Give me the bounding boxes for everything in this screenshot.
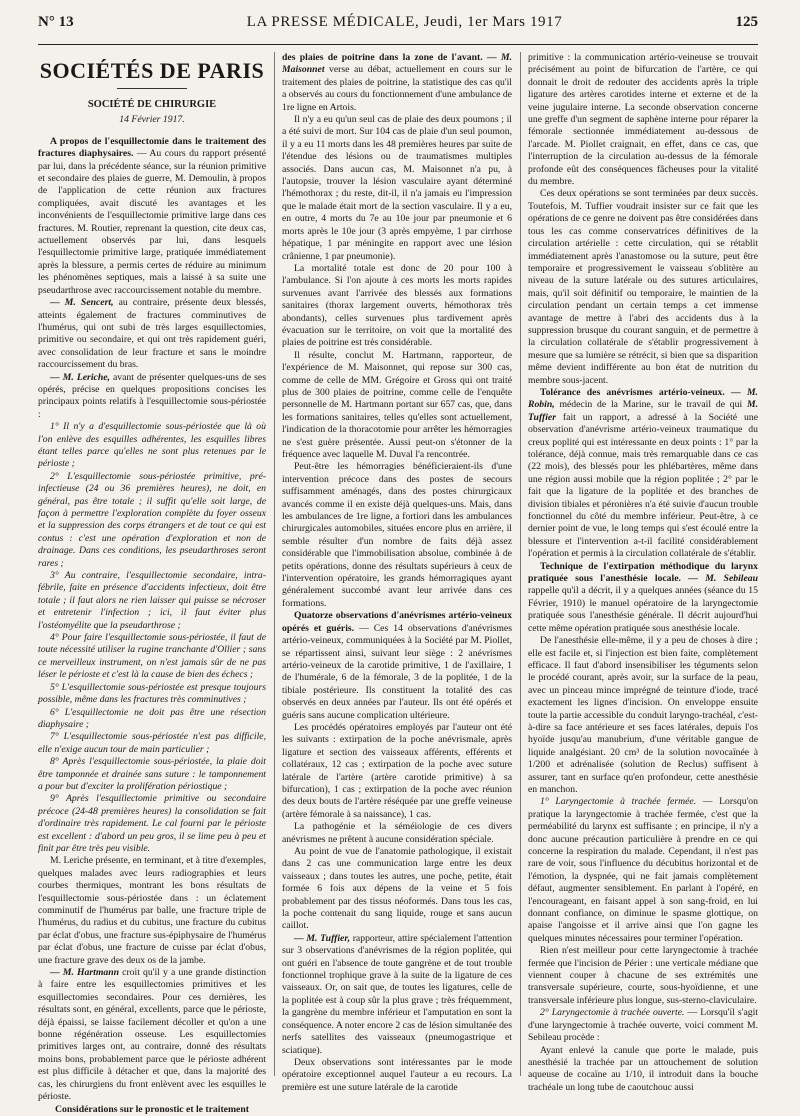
list-item: 6° L'esquillectomie ne doit pas être une résection diaphysaire ; <box>38 706 266 730</box>
list-item: 8° Après l'esquillectomie sous-périostée, la plaie doit être tamponnée et drainée sans suture : le tamponnement a pour but d'exciter la prolifération périostique ; <box>38 756 266 792</box>
list-item: 4° Pour faire l'esquillectomie sous-périostée, il faut de toute nécessité utiliser la rugine tranchante d'Ollier ; sans ce merveilleux instrument, on n'est jamais sûr de ne pas léser le périoste et c'est là la cause de bien des échecs ; <box>38 632 266 681</box>
paragraph: Ces deux opérations se sont terminées par deux succès. Toutefois, M. Tuffier voudrait insister sur ce fait que les opérations de ce genre ne doivent pas être considérées dans tous les cas comme conservatrices définitives de la circulation artérielle : cette circulation, qui se rétablit immédiatement après l'anastomose ou la suture, peut être temporaire et progressivement le vaisseau s'oblitère au niveau de la suture latérale ou des sutures articulaires, mais, qu'il soit définitif ou temporaire, le maintien de la circulation pendant un certain temps a cet immense avantage de mettre à l'abri des accidents dus à la suppression brusque du courant sanguin, et de permettre à la circulation collatérale de s'établir progressivement à mesure que sa lumière se rétrécit, si bien que sa disparition même devient indifférente au bon état de nutrition du membre sous-jacent. <box>528 188 758 386</box>
paragraph: Les procédés opératoires employés par l'auteur ont été les suivants : extirpation de la poche anévrismale, après ligature et section des vaisseaux afférents, efférents et collatéraux, 12 cas ; extirpation de la poche avec suture latérale de l'artère (artère carotide primitive) à sa bifurcation), 1 cas ; extirpation de la poche avec réunion des deux bouts de l'artère réséquée par une greffe veineuse (artère fémorale à sa naissance), 1 cas. <box>282 721 512 820</box>
paragraph: primitive : la communication artério-veineuse se trouvait précisément au point de bifurcation de l'artère, ce qui donnait le droit de redouter des accidents après la triple ligature des artères carotides interne et externe et de la veine jugulaire interne. La seconde observation concerne une greffe d'un segment de saphène interne pour réparer la fémorale sectionnée immédiatement au-dessous de l'arcade. M. Piollet craignait, en effet, dans ce cas, que l'interruption de la circulation au-dessus de la fémorale profonde eût des conséquences fâcheuses pour la vitalité du membre. <box>528 52 758 188</box>
paragraph: 1° Laryngectomie à trachée fermée. — Lorsqu'on pratique la laryngectomie à trachée fermée, c'est que la perméabilité du larynx est suffisante ; en principe, il n'y a donc aucune précaution particulière à prendre en ce qui concerne la respiration du malade. Cependant, il n'est pas rare de voir, sous l'influence du décubitus horizontal et de l'émotion, la dyspnée, qui ne fait jamais complètement défaut, augmenter sensiblement. En parlant à l'opéré, en l'encourageant, en faisant appel à son sang-froid, en lui donnant confiance, on diminue le spasme glottique, on apaise l'angoisse et il arrive ainsi que l'on gagne les quelques minutes nécessaires pour terminer l'opération. <box>528 796 758 944</box>
paragraph: — M. Leriche, avant de présenter quelques-uns de ses opérés, précise en quelques propositions concises les principaux points relatifs à l'esquillectomie sous-périostée : <box>38 371 267 420</box>
article-heading: Considérations sur le pronostic et le traitement <box>55 1103 249 1115</box>
session-date: 14 Février 1917. <box>119 114 185 126</box>
list-item: 3° Au contraire, l'esquillectomie secondaire, intra-fébrile, faite en présence d'accidents infectieux, doit être totale ; il faut alors ne rien laisser qui puisse se nécroser et entretenir l'infection ; ici, il faut éviter plus l'ostéomyélite que la pseudarthrose ; <box>38 570 266 631</box>
journal-title: LA PRESSE MÉDICALE, Jeudi, 1er Mars 1917 <box>246 14 563 30</box>
header-rule <box>38 44 758 45</box>
paragraph: 2° Laryngectomie à trachée ouverte. — Lorsqu'il s'agit d'une laryngectomie à trachée ouverte, voici comment M. Sebileau procède : <box>528 1007 758 1044</box>
paragraph: des plaies de poitrine dans la zone de l'avant. — M. Maisonnet verse au débat, actuellement en cours sur le traitement des plaies de poitrine, la statistique des cas qu'il a observés au cours du fonctionnement d'une ambulance de 1re ligne en Artois. <box>282 52 512 113</box>
paragraph: Quatorze observations d'anévrismes artério-veineux opérés et guéris. — Ces 14 observations d'anévrismes artério-veineux, communiquées à la Société par M. Piollet, se répartissent ainsi, suivant leur siège : 2 anévrismes artério-veineux de la carotide primitive, 1 de l'axillaire, 1 de l'humérale, 6 de la fémorale, 3 de la poplitée, 1 de la tibiale postérieure. Ils constituent la totalité des cas observés en deux années par l'auteur. Ils ont été opérés et guéris sans aucune complication ultérieure. <box>282 610 512 721</box>
paragraph: Ayant enlevé la canule que porte le malade, puis anesthésié la trachée par un attouchement de solution aqueuse de cocaïne au 1/10, il introduit dans la bouche trachéale un long tube de caoutchouc aussi <box>528 1044 758 1093</box>
issue-number: N° 13 <box>38 14 74 30</box>
list-item: 5° L'esquillectomie sous-périostée est presque toujours possible, même dans les fractures très comminutives ; <box>38 681 266 706</box>
society-name: SOCIÉTÉ DE CHIRURGIE <box>87 99 217 110</box>
page-number: 125 <box>735 14 758 30</box>
paragraph: — M. Sencert, au contraire, présente deux blessés, atteints également de fractures comminutives de l'humérus, qui ont subi de très larges esquillectomies, primitive ou secondaire, et qui ont très rapidement guéri, avec consolidation de leur fracture et sans le moindre raccourcissement du bras. <box>38 297 266 371</box>
paragraph: Peut-être les hémorragies bénéficieraient-ils d'une intervention précoce dans des postes de secours suffisamment aménagés, dans des postes chirurgicaux avancés comme il en existe déjà quelques-uns. Mais, dans les ambulances de 1re ligne, a fortiori dans les ambulances chirurgicales automobiles, situées encore plus en arrière, il semble résulter d'un nombre de faits déjà assez considérable que l'immobilisation absolue, combinée à de petits opérations, donne des résultats supérieurs à ceux de l'intervention opératoire, les grands hémorragiques ayant généralement succombé avant leur arrivée dans ces formations. <box>282 461 512 609</box>
paragraph: M. Leriche présente, en terminant, et à titre d'exemples, quelques malades avec leurs radiographies et leurs courbes thermiques, montrant les bons résultats de l'esquillectomie sous-périostée dans : un éclatement comminutif de l'humérus par balle, une fracture triple de l'humérus, du radius et du cubitus, une fracture du cubitus par éclat d'obus, une fracture sus-épiphysaire de l'humérus par éclat d'obus, une fracture de cuisse par éclat d'obus, une fracture grave des deux os de la jambe. <box>38 855 266 966</box>
column-rule-1 <box>274 52 275 1076</box>
list-item: 7° L'esquillectomie sous-périostée n'est pas difficile, elle n'exige aucun tour de main particulier ; <box>38 731 266 755</box>
paragraph: Deux observations sont intéressantes par le mode opératoire exceptionnel auquel l'auteur a eu recours. La première est une suture latérale de la carotide <box>282 1056 512 1093</box>
paragraph: La mortalité totale est donc de 20 pour 100 à l'ambulance. Si l'on ajoute à ces morts les morts rapides survenues avant l'arrivée des blessés aux formations sanitaires (thorax largement ouverts, hémothorax très abondants), celles survenues plus tardivement après évacuation sur le territoire, on voit que la mortalité des plaies de poitrine est très considérable. <box>282 262 512 349</box>
list-item: 1° Il n'y a d'esquillectomie sous-périostée que là où l'on enlève des esquilles adhérentes, les esquilles libres étant telles parce qu'elles ne sont plus retenues par le périoste ; <box>38 421 266 470</box>
paragraph: Tolérance des anévrismes artério-veineux. — M. Robin, médecin de la Marine, sur le travail de qui M. Tuffier fait un rapport, a adressé à la Société une observation d'anévrisme artério-veineux traumatique du creux poplité qui est intéressante en deux points : 1° par la tolérance, déjà connue, mais très remarquable dans ce cas (22 mois), des blessés pour les phlébartères, même dans une région aussi mobile que la région poplitée ; 2° par le fait que la ligature de la poplitée et des branches de division tibiales et péronières n'a été suivie d'aucun trouble fonctionnel du côté du membre inférieur. Peut-être, à ce dernier point de vue, le long temps qui s'est écoulé entre la blessure et l'intervention a-t-il facilité considérablement l'opération et permis à la circulation collatérale de s'établir. <box>528 386 758 560</box>
list-item: 9° Après l'esquillectomie primitive ou secondaire précoce (24-48 premières heures) la consolidation se fait d'ordinaire très rapidement. Le cal fourni par le périoste est excellent : d'abord un peu gros, il se lime peu à peu et finit par être très peu visible. <box>38 793 266 854</box>
paragraph: — M. Tuffier, rapporteur, attire spécialement l'attention sur 3 observations d'anévrismes de la région poplitée, qui ont guéri en l'absence de toute gangrène et de tout trouble fonctionnel trophique grave à la suite de la ligature de ces vaisseaux. Or, on sait que, de toutes les ligatures, celle de la poplitée est à coup sûr la plus grave ; très fréquemment, la gangrène du membre inférieur et l'amputation en sont la conséquence. A noter encore 2 cas de lésion simultanée des nerfs satellites des vaisseaux (pneumogastrique et sciatique). <box>282 932 512 1056</box>
paragraph: La pathogénie et la séméiologie de ces divers anévrismes ne prêtent à aucune considération spéciale. <box>282 821 512 845</box>
column-2 <box>282 52 512 1093</box>
column-rule-2 <box>520 52 521 1076</box>
section-title: SOCIÉTÉS DE PARIS <box>39 58 265 83</box>
paragraph: Technique de l'extirpation méthodique du larynx pratiquée sous l'anesthésie locale. — M. Sebileau rappelle qu'il a décrit, il y a quelques années (séance du 15 Février, 1910) le manuel opératoire de la laryngectomie pratiquée sous l'anesthésie générale. Il décrit aujourd'hui cette même opération pratiquée sous anesthésie locale. <box>528 560 758 634</box>
paragraph: Il résulte, conclut M. Hartmann, rapporteur, de l'expérience de M. Maisonnet, qui repose sur 300 cas, comme de celle de MM. Grégoire et Gross qui ont traité plus de 300 plaies de poitrine, comme celle de l'enquête personnelle de M. Hartmann portant sur 657 cas, que, dans les formations sanitaires, telles qu'elles sont actuellement, l'indication de la thoracotomie pour arrêter les hémorragies ne s'est guère présentée. Aussi peut-on s'étonner de la fréquence avec laquelle M. Duval l'a rencontrée. <box>282 349 512 460</box>
list-item: 2° L'esquillectomie sous-périostée primitive, pré-infectieuse (24 ou 36 premières heures), ne doit, en général, pas être totale ; il suffit qu'elle soit large, de façon à permettre l'exploration complète du foyer osseux et la suppression des corps étrangers et de tout ce qui est contus : c'est une opération d'exploration et non de drainage. Dans ces conditions, les pseudarthroses seront rares ; <box>38 470 266 569</box>
column-3 <box>528 52 758 1093</box>
paragraph: Rien n'est meilleur pour cette laryngectomie à trachée fermée que l'incision de Périer : une verticale médiane que viennent couper à chacune de ses extrémités une transversale supérieure, courte, sous-hyoïdienne, et une transversale inférieure plus longue, sus-sterno-claviculaire. <box>528 945 758 1006</box>
paragraph: — M. Hartmann croit qu'il y a une grande distinction à faire entre les esquillectomies primitives et les esquillectomies secondaires. Pour ces dernières, les résultats sont, en général, excellents, parce que le périoste, déjà épaissi, se laisse facilement décoller et qu'on a une bonne régénération osseuse. Les esquillectomies primitives larges ont, au contraire, donné des résultats moins bons, probablement parce que le périoste adhérent est plus difficile à détacher et que, dans la majorité des cas, les chirurgiens du front enlèvent avec les esquilles le périoste. <box>38 967 266 1103</box>
page-header <box>38 14 758 40</box>
column-1 <box>38 52 267 1115</box>
paragraph: A propos de l'esquillectomie dans le traitement des fractures diaphysaires. — Au cours du rapport présenté par lui, dans la précédente séance, sur la réunion primitive et secondaire des plaies de guerre, M. Demoulin, à propos de l'application de cette réunion aux fractures compliquées, avait discuté les avantages et les inconvénients de l'esquillectomie primitive large dans ces fractures. M. Routier, reprenant la question, cite deux cas, actuellement observés par lui, dans lesquels l'esquillectomie primitive large, pratiquée immédiatement après la blessure, a permis certes de réduire au minimum les phénomènes septiques, mais a laissé à sa suite une pseudarthrose avec raccourcissement notable du membre. <box>38 135 266 296</box>
paragraph: Au point de vue de l'anatomie pathologique, il existait dans 2 cas une communication large entre les deux vaisseaux ; dans toutes les autres, une poche, petite, était formée 6 fois aux dépens de la veine et 5 fois probablement par des tissus néoformés. Dans tous les cas, la poche contenait du sang liquide, rouge et sans aucun caillot. <box>282 846 512 932</box>
paragraph: Il n'y a eu qu'un seul cas de plaie des deux poumons ; il a été suivi de mort. Sur 104 cas de plaie d'un seul poumon, il y a eu 11 morts dans les 48 premières heures par suite de l'étendue des lésions ou de traumatismes multiples associés. Dans aucun cas, M. Maisonnet n'a pu, à l'autopsie, trouver la lésion vasculaire ayant déterminé l'hémothorax ; du reste, dit-il, il n'a jamais eu l'impression que le malade était mort de la section vasculaire. Il y a eu, en outre, 4 morts du 7e au 10e jour par pneumonie et 6 morts après le 10e jour (3 après empyème, 1 par cirrhose hépatique, 1 par méningite en rapport avec une lésion crânienne, 1 par pneumonie). <box>282 114 512 262</box>
paragraph: De l'anesthésie elle-même, il y a peu de choses à dire ; elle est facile et, si l'injection est bien faite, complètement efficace. Il faut d'abord insensibiliser les téguments selon le procédé courant, après avoir, sur la surface de la peau, avec un pinceau mince imprégné de teinture d'iode, tracé exactement les lignes d'incision. On enveloppe ensuite toute la partie accessible du conduit laryngo-trachéal, c'est-à-dire sa face antérieure et ses faces latérales, depuis l'os hyoïde jusqu'au manubrium, d'une véritable gangue de liquide analgésiant. 20 cm³ de la solution novocaïnée à 1/200 et adrénalisée (solution de Reclus) suffisent à assurer, tant en surface qu'en profondeur, cette anesthésie en manchon. <box>528 635 758 795</box>
section-rule <box>117 88 187 89</box>
